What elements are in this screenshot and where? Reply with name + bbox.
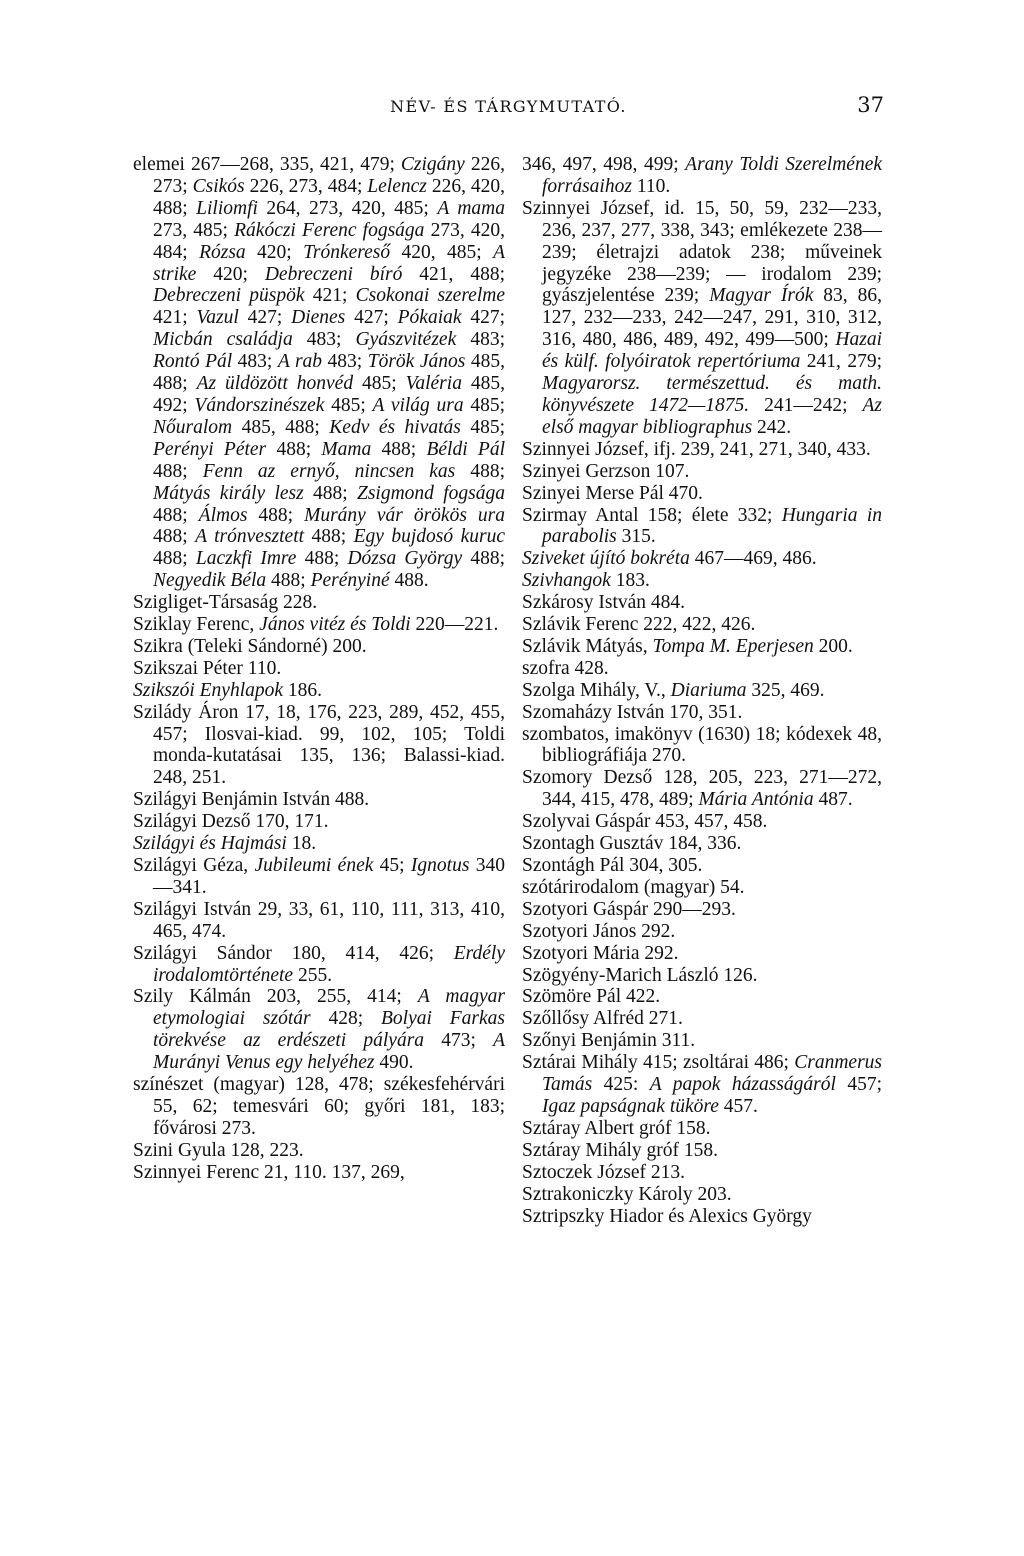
entry-title-italic: Liliomfi [196, 197, 258, 219]
index-entry [522, 767, 882, 811]
entry-text: 428; [310, 1008, 381, 1030]
entry-title-italic: János vitéz és Toldi [259, 614, 411, 636]
entry-title-italic: Nőuralom [153, 416, 233, 438]
entry-title-italic: Hazai és külf. folyóiratok repertóriuma [542, 329, 882, 373]
index-entry [522, 965, 882, 987]
entry-text: színészet (magyar) 128, 478; székesfehérvári 55, 62; temesvári 60; győri 181, 183; fővárosi 273. [133, 1074, 505, 1139]
index-entry [133, 811, 505, 833]
entry-title-italic: Mama [321, 438, 372, 460]
entry-title-italic: A magyar etymologiai szótár [153, 986, 505, 1030]
entry-text: 273, 485; [153, 219, 235, 241]
index-entry [522, 855, 882, 877]
entry-text: 420; [245, 241, 304, 263]
entry-text: 226, 273; [153, 154, 505, 197]
entry-title-italic: Zsigmond fogsága [357, 482, 505, 504]
index-entry [522, 636, 882, 658]
entry-title-italic: Lelencz [367, 175, 427, 197]
entry-text: Szolga Mihály, V., [522, 679, 671, 701]
entry-text: 110. [631, 175, 671, 197]
entry-text: Sztripszky Hiador és Alexics György [522, 1205, 812, 1227]
entry-title-italic: Bolyai Farkas törekvése az erdészeti pályára [153, 1008, 506, 1052]
entry-text: 488; [153, 460, 203, 482]
entry-text: 186. [283, 679, 323, 701]
entry-title-italic: Ignotus [410, 855, 470, 876]
entry-text: Sziklay Ferenc, [133, 614, 260, 636]
entry-text: 488; [296, 548, 348, 570]
entry-text: 273, 420, 484; [153, 219, 506, 263]
entry-text: Szilády Áron 17, 18, 176, 223, 289, 452, 455, 457; Ilosvai-kiad. 99, 102, 105; Toldi monda-kutatásai 135, 136; Balassi-kiad. 248, 251. [133, 701, 505, 789]
index-entry [522, 833, 882, 855]
index-entry [522, 943, 882, 965]
entry-text: Sztrakoniczky Károly 203. [522, 1183, 732, 1205]
entry-text: 488; [371, 438, 427, 460]
entry-text: 483; [292, 329, 356, 351]
entry-title-italic: Egy bujdosó kuruc [353, 526, 505, 548]
entry-text: szombatos, imakönyv (1630) 18; kódexek 48, bibliográfiája 270. [522, 723, 882, 767]
entry-text: 485, 488; [232, 416, 330, 438]
entry-title-italic: Csikós [192, 175, 245, 197]
index-entry [522, 921, 882, 943]
entry-title-italic: Csokonai szerelme [355, 285, 505, 307]
entry-title-italic: Erdély irodalomtörténete [153, 942, 505, 986]
entry-text: 18. [286, 833, 317, 855]
index-entry [133, 789, 505, 811]
index-entry [522, 154, 882, 198]
entry-text: 488; [462, 548, 505, 570]
index-entry [133, 636, 505, 658]
entry-text: 255. [293, 964, 333, 986]
index-entry [522, 614, 882, 636]
entry-text: Szilágyi Géza, [133, 855, 255, 876]
entry-text: Sztáray Mihály gróf 158. [522, 1139, 719, 1161]
entry-text: Szily Kálmán 203, 255, 414; [133, 986, 418, 1008]
entry-text: Szilágyi István 29, 33, 61, 110, 111, 313, 410, 465, 474. [133, 898, 505, 942]
entry-text: 45; [373, 855, 411, 876]
entry-title-italic: Az első magyar bibliographus [542, 394, 882, 438]
entry-text: Szomaházy István 170, 351. [522, 701, 743, 723]
index-entry [522, 680, 882, 702]
index-entry [133, 833, 505, 855]
running-header [133, 93, 884, 127]
entry-text: Szlávik Ferenc 222, 422, 426. [522, 614, 756, 636]
entry-title-italic: Rákóczi Ferenc fogsága [234, 219, 425, 241]
entry-title-italic: Mátyás király lesz [153, 482, 304, 504]
entry-text: 488; [153, 526, 196, 548]
entry-text: 340—341. [153, 855, 505, 898]
entry-text: 325, 469. [746, 679, 825, 701]
entry-text: 427; [345, 307, 398, 329]
entry-text: 483; [456, 329, 505, 351]
entry-title-italic: Álmos [198, 504, 248, 526]
entry-text: Szomory Dezső 128, 205, 223, 271—272, 344, 415, 478, 489; [522, 767, 882, 811]
entry-text: Szőnyi Benjámin 311. [522, 1030, 696, 1052]
entry-title-italic: Sziveket újító bokréta [522, 548, 690, 570]
index-entry [133, 592, 505, 614]
index-entry [133, 702, 505, 790]
entry-title-italic: Dózsa György [347, 548, 463, 570]
entry-title-italic: Gyászvitézek [355, 329, 457, 351]
entry-text: Szkárosy István 484. [522, 592, 686, 614]
entry-text: szótárirodalom (magyar) 54. [522, 876, 745, 898]
entry-title-italic: Vándorszinészek [194, 394, 325, 416]
entry-text: Szögyény-Marich László 126. [522, 964, 758, 986]
index-entry [522, 658, 882, 680]
entry-text: Szini Gyula 128, 223. [133, 1139, 304, 1161]
entry-text: Szikszai Péter 110. [133, 657, 282, 679]
entry-text: 425: [592, 1074, 650, 1096]
entry-title-italic: Arany Toldi Szerelmének forrásaihoz [542, 154, 883, 197]
index-entry [522, 570, 882, 592]
entry-title-italic: Laczkfi Imre [195, 548, 297, 570]
entry-title-italic: Igaz papságnak tüköre [542, 1095, 719, 1117]
entry-text: szofra 428. [522, 657, 609, 679]
index-entry [522, 198, 882, 439]
entry-text: 487. [813, 789, 853, 811]
entry-text: 200. [813, 635, 853, 657]
entry-text: Szolyvai Gáspár 453, 457, 458. [522, 811, 768, 833]
index-entry [133, 658, 505, 680]
entry-title-italic: A trónvesztett [195, 526, 305, 548]
entry-text: 488; [153, 548, 196, 570]
index-entry [522, 1052, 882, 1118]
entry-title-italic: Murány vár örökös ura [304, 504, 505, 526]
entry-title-italic: Debreczeni bíró [264, 263, 403, 285]
entry-text: 485, 488; [153, 351, 505, 395]
entry-text: 421; [304, 285, 356, 307]
entry-title-italic: Perényi Péter [153, 438, 267, 460]
entry-text: 264, 273, 420, 485; [257, 197, 438, 219]
index-entry [522, 461, 882, 483]
entry-text: Szőllősy Alfréd 271. [522, 1008, 683, 1030]
page-number: 37 [857, 93, 884, 117]
index-entry [133, 154, 505, 592]
entry-title-italic: Jubileumi ének [254, 855, 374, 876]
index-entry [522, 1184, 882, 1206]
entry-title-italic: Czigány [400, 154, 465, 175]
entry-title-italic: Trónkereső [303, 241, 391, 263]
index-entry [522, 899, 882, 921]
entry-title-italic: Mária Antónia [698, 789, 814, 811]
entry-text: 488; [303, 482, 357, 504]
entry-title-italic: Negyedik Béla [153, 570, 267, 592]
entry-title-italic: Béldi Pál [426, 438, 506, 460]
index-entry [522, 505, 882, 549]
index-entry [522, 1162, 882, 1184]
header-title: NÉV- ÉS TÁRGYMUTATÓ. [390, 97, 627, 116]
entry-text: 457; [835, 1074, 882, 1096]
entry-title-italic: A papok házasságáról [649, 1074, 836, 1096]
entry-title-italic: Micbán családja [153, 329, 293, 351]
index-entry [133, 1140, 505, 1162]
index-entry [522, 1030, 882, 1052]
entry-text: 485; [324, 394, 373, 416]
entry-text: 346, 497, 498, 499; [522, 154, 686, 175]
index-entry [522, 811, 882, 833]
entry-text: 483; [232, 351, 278, 373]
entry-text: Szinnyei Ferenc 21, 110. 137, 269, [133, 1161, 405, 1183]
entry-text: 241, 279; [800, 351, 882, 373]
entry-text: 485, 492; [153, 373, 505, 416]
entry-text: 220—221. [410, 614, 499, 636]
entry-text: Szotyori Gáspár 290—293. [522, 898, 736, 920]
entry-title-italic: A világ ura [372, 394, 464, 416]
entry-text: 427; [238, 307, 292, 329]
entry-title-italic: Valéria [405, 373, 462, 395]
entry-text: Szontagh Gusztáv 184, 336. [522, 833, 742, 855]
index-entry [522, 724, 882, 768]
entry-text: 420; [196, 263, 265, 285]
entry-text: 488; [266, 570, 311, 592]
entry-title-italic: Szikszói Enyhlapok [133, 679, 284, 701]
entry-text: Szinyei Merse Pál 470. [522, 482, 703, 504]
entry-text: 485; [460, 416, 506, 438]
entry-text: 183. [610, 570, 650, 592]
index-entry [522, 1008, 882, 1030]
entry-text: 226, 273, 484; [244, 175, 368, 197]
entry-text: 457. [718, 1095, 758, 1117]
index-entry [133, 899, 505, 943]
entry-title-italic: Diariuma [670, 679, 747, 701]
entry-text: 488; [266, 438, 322, 460]
entry-text: 242. [752, 416, 792, 438]
index-entry [133, 1162, 505, 1184]
entry-text: 490. [374, 1052, 414, 1074]
entry-text: Sztoczek József 213. [522, 1161, 685, 1183]
entry-title-italic: Az üldözött honvéd [196, 373, 354, 395]
entry-text: 488; [455, 460, 506, 482]
entry-title-italic: Perényiné [310, 570, 390, 592]
entry-title-italic: A rab [277, 351, 323, 373]
entry-text: 427; [461, 307, 506, 329]
entry-title-italic: Vazul [196, 307, 239, 329]
entry-title-italic: Cranmerus Tamás [542, 1052, 882, 1096]
index-entry [522, 592, 882, 614]
index-entry [133, 943, 505, 987]
index-entry [522, 702, 882, 724]
index-entry [133, 855, 505, 899]
entry-text: 488; [153, 504, 199, 526]
entry-title-italic: Magyarorsz. természettud. és math. könyvészete 1472—1875. [542, 373, 882, 416]
entry-text: 467—469, 486. [689, 548, 817, 570]
entry-text: Sztáray Albert gróf 158. [522, 1117, 711, 1139]
entry-text: 421; [153, 307, 197, 329]
entry-title-italic: Szivhangok [522, 570, 611, 592]
entry-text: 488; [247, 504, 305, 526]
entry-title-italic: Magyar Írók [709, 285, 814, 307]
index-entry [522, 986, 882, 1008]
entry-text: Szirmay Antal 158; élete 332; [522, 504, 782, 526]
entry-text: Szigliget-Társaság 228. [133, 592, 318, 614]
index-entry [522, 1140, 882, 1162]
entry-text: Sztárai Mihály 415; zsoltárai 486; [522, 1052, 795, 1074]
entry-text: 83, 86, 127, 232—233, 242—247, 291, 310, 312, 316, 480, 486, 489, 492, 499—500; [542, 285, 883, 351]
entry-title-italic: Kedv és hivatás [329, 416, 461, 438]
entry-text: Szontágh Pál 304, 305. [522, 855, 703, 876]
entry-text: Szinyei Gerzson 107. [522, 460, 690, 482]
entry-text: 226, 420, 488; [153, 175, 505, 219]
entry-text: 483; [322, 351, 368, 373]
entry-text: Szilágyi Dezső 170, 171. [133, 811, 329, 833]
entry-text: Szlávik Mátyás, [522, 635, 653, 657]
entry-title-italic: Szilágyi és Hajmási [133, 833, 287, 855]
entry-text: 420, 485; [390, 241, 494, 263]
index-entry [522, 1118, 882, 1140]
entry-title-italic: Rózsa [199, 241, 246, 263]
entry-text: Szotyori János 292. [522, 920, 676, 942]
entry-title-italic: Fenn az ernyő, nincsen kas [202, 460, 456, 482]
entry-text: 241—242; [749, 394, 863, 416]
entry-text: Szinnyei József, id. 15, 50, 59, 232—233, 236, 237, 277, 338, 343; emlékezete 238—239; életrajzi adatok 238; műveinek jegyzéke 238—239; — irodalom 239; gyászjelentése 239; [522, 197, 882, 307]
index-column-right [522, 154, 882, 1227]
entry-text: 485; [353, 373, 406, 395]
entry-title-italic: Török János [367, 351, 466, 373]
entry-text: Szilágyi Sándor 180, 414, 426; [133, 942, 454, 964]
entry-title-italic: A Murányi Venus egy helyéhez [153, 1030, 505, 1074]
entry-title-italic: A strike [153, 241, 506, 285]
entry-title-italic: Pókaiak [397, 307, 462, 329]
entry-text: 488; [304, 526, 354, 548]
index-entry [522, 877, 882, 899]
entry-text: 473; [424, 1030, 494, 1052]
entry-text: Szotyori Mária 292. [522, 942, 679, 964]
entry-text: elemei 267—268, 335, 421, 479; [133, 154, 401, 175]
entry-title-italic: Tompa M. Eperjesen [652, 635, 814, 657]
entry-text: 315. [616, 526, 656, 548]
index-entry [522, 439, 882, 461]
entry-title-italic: Debreczeni püspök [153, 285, 305, 307]
entry-text: 488. [389, 570, 429, 592]
index-entry [133, 986, 505, 1074]
index-column-left [133, 154, 505, 1184]
index-entry [522, 1206, 882, 1228]
entry-text: 485; [463, 394, 506, 416]
entry-title-italic: Dienes [291, 307, 346, 329]
index-entry [133, 614, 505, 636]
entry-text: Szilágyi Benjámin István 488. [133, 789, 370, 811]
entry-text: Szikra (Teleki Sándorné) 200. [133, 635, 367, 657]
entry-title-italic: Hungaria in parabolis [542, 504, 882, 548]
entry-title-italic: A mama [437, 197, 506, 219]
entry-title-italic: Rontó Pál [153, 351, 233, 373]
entry-text: Szinnyei József, ifj. 239, 241, 271, 340, 433. [522, 438, 871, 460]
entry-text: Szömöre Pál 422. [522, 986, 661, 1008]
index-entry [522, 548, 882, 570]
index-entry [133, 1074, 505, 1140]
index-entry [522, 483, 882, 505]
entry-text: 421, 488; [402, 263, 505, 285]
index-entry [133, 680, 505, 702]
